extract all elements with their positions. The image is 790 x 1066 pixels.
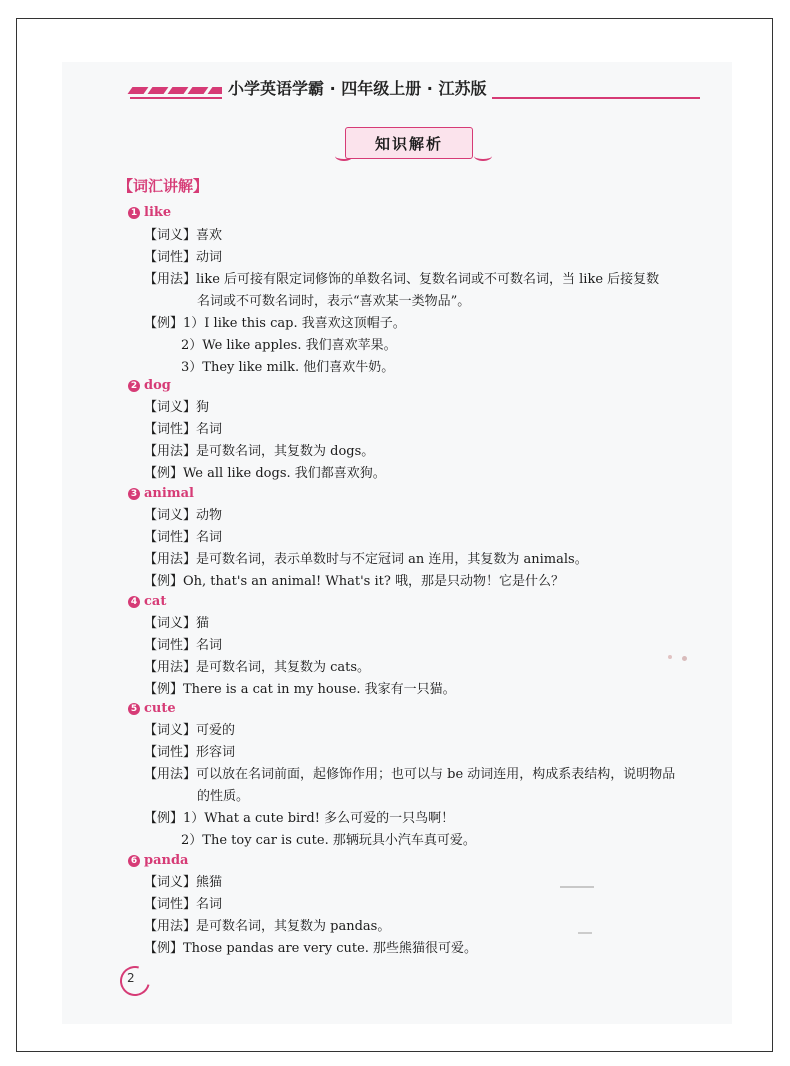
entry-number-badge: 3 xyxy=(128,488,140,500)
entry-usage-cont: 的性质。 xyxy=(197,789,250,804)
print-speck xyxy=(682,656,687,661)
entry-heading xyxy=(128,204,171,222)
print-speck xyxy=(668,655,672,659)
page-number: 2 xyxy=(127,971,135,985)
entry-example: 【例】There is a cat in my house. 我家有一只猫。 xyxy=(144,682,456,697)
entry-usage-cont: 名词或不可数名词时，表示“喜欢某一类物品”。 xyxy=(197,294,471,309)
entry-pos: 【词性】名词 xyxy=(144,530,223,545)
entry-usage: 【用法】是可数名词，其复数为 pandas。 xyxy=(144,919,391,934)
entry-example: 2）The toy car is cute. 那辆玩具小汽车真可爱。 xyxy=(181,833,476,848)
entry-heading xyxy=(128,377,171,395)
entry-example: 【例】Oh, that's an animal! What's it? 哦，那是只动物！它是什么？ xyxy=(144,574,564,589)
header-stripes xyxy=(130,87,226,94)
entry-usage: 【用法】是可数名词，其复数为 cats。 xyxy=(144,660,371,675)
entry-meaning: 【词义】可爱的 xyxy=(144,723,236,738)
print-smudge xyxy=(578,932,592,934)
entry-word: like xyxy=(144,205,172,220)
entry-usage: 【用法】可以放在名词前面，起修饰作用；也可以与 be 动词连用，构成系表结构，说明物品 xyxy=(144,767,676,782)
subsection-heading: 【词汇讲解】 xyxy=(118,177,209,195)
entry-number-badge: 5 xyxy=(128,703,140,715)
section-banner-label: 知识解析 xyxy=(374,134,443,153)
entry-pos: 【词性】形容词 xyxy=(144,745,236,760)
section-banner xyxy=(345,127,473,159)
entry-word: panda xyxy=(144,853,189,868)
entry-example: 【例】We all like dogs. 我们都喜欢狗。 xyxy=(144,466,386,481)
entry-number-badge: 1 xyxy=(128,207,140,219)
entry-word: animal xyxy=(144,486,194,501)
entry-heading xyxy=(128,700,176,718)
entry-example: 【例】1）What a cute bird! 多么可爱的一只鸟啊！ xyxy=(144,811,455,826)
entry-example: 2）We like apples. 我们喜欢苹果。 xyxy=(181,338,397,353)
entry-pos: 【词性】名词 xyxy=(144,422,223,437)
entry-usage: 【用法】是可数名词，表示单数时与不定冠词 an 连用，其复数为 animals。 xyxy=(144,552,588,567)
header-title: 小学英语学霸 · 四年级上册 · 江苏版 xyxy=(222,76,492,99)
entry-pos: 【词性】动词 xyxy=(144,250,223,265)
entry-number-badge: 4 xyxy=(128,596,140,608)
entry-pos: 【词性】名词 xyxy=(144,638,223,653)
entry-meaning: 【词义】猫 xyxy=(144,616,210,631)
entry-number-badge: 6 xyxy=(128,855,140,867)
entry-pos: 【词性】名词 xyxy=(144,897,223,912)
entry-usage: 【用法】是可数名词，其复数为 dogs。 xyxy=(144,444,375,459)
banner-ornament-right xyxy=(474,151,492,161)
entry-heading xyxy=(128,852,188,870)
entry-word: cute xyxy=(144,701,176,716)
entry-example: 【例】1）I like this cap. 我喜欢这顶帽子。 xyxy=(144,316,406,331)
entry-meaning: 【词义】熊猫 xyxy=(144,875,223,890)
entry-meaning: 【词义】狗 xyxy=(144,400,210,415)
print-smudge xyxy=(560,886,594,888)
entry-number-badge: 2 xyxy=(128,380,140,392)
entry-usage: 【用法】like 后可接有限定词修饰的单数名词、复数名词或不可数名词，当 like 后接复数 xyxy=(144,272,660,287)
entry-example: 3）They like milk. 他们喜欢牛奶。 xyxy=(181,360,395,375)
entry-word: cat xyxy=(144,594,167,609)
entry-meaning: 【词义】喜欢 xyxy=(144,228,223,243)
entry-word: dog xyxy=(144,378,171,393)
entry-example: 【例】Those pandas are very cute. 那些熊猫很可爱。 xyxy=(144,941,478,956)
entry-heading xyxy=(128,593,166,611)
entry-heading xyxy=(128,485,194,503)
entry-meaning: 【词义】动物 xyxy=(144,508,223,523)
